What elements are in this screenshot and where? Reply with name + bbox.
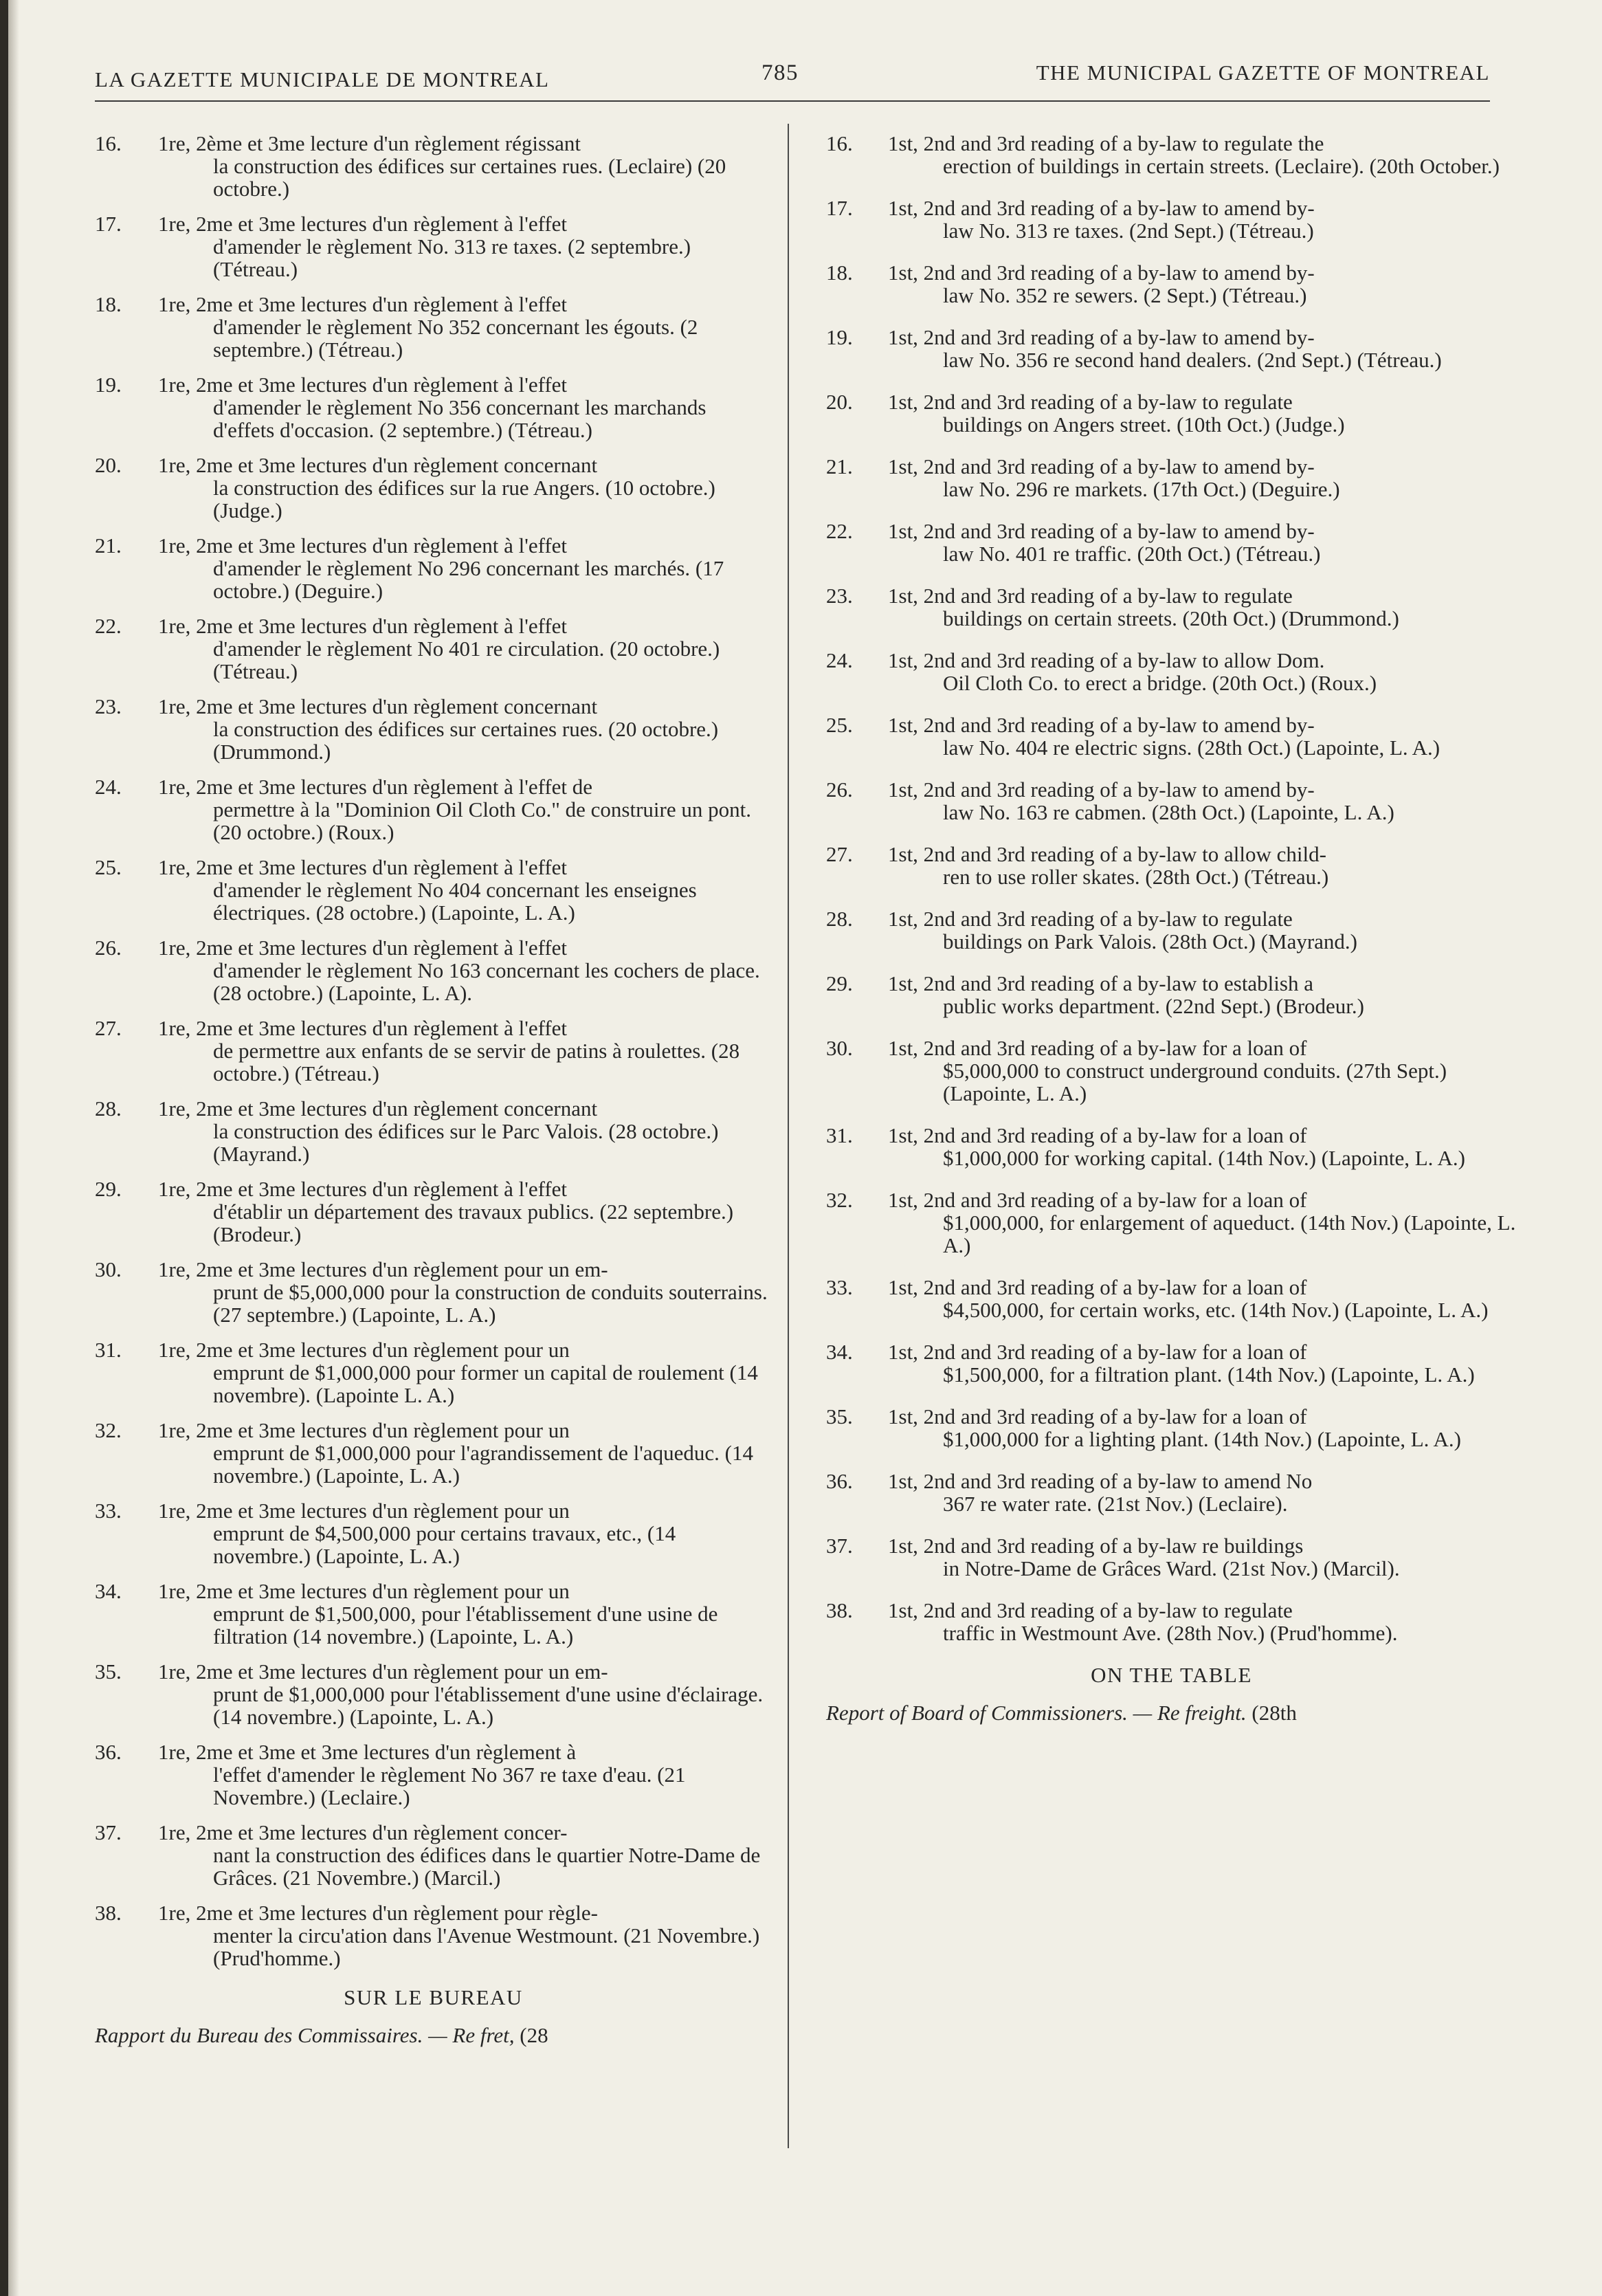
english-item-number: 25. [826,713,853,737]
header-title-french: LA GAZETTE MUNICIPALE DE MONTREAL [95,67,550,91]
english-item-text: law No. 404 re electric signs. (28th Oct.) (Lapointe, L. A.) [943,736,1440,760]
french-list-item [95,1499,772,1567]
english-list-item [826,1470,1517,1515]
english-item-number: 27. [826,842,853,866]
english-item-number: 20. [826,390,853,414]
french-list-item [95,856,772,924]
english-report-text: Report of Board of Commissioners. — Re freight. [826,1701,1247,1725]
french-item-number: 35. [95,1659,122,1684]
french-item-text: prunt de $1,000,000 pour l'établissement d'une usine d'éclairage. (14 novembre.) (Lapointe, L. A.) [213,1682,764,1729]
french-item-lead-line: 1re, 2ème et 3me lecture d'un règlement régissant [158,131,581,155]
english-item-text: $1,500,000, for a filtration plant. (14th Nov.) (Lapointe, L. A.) [943,1362,1475,1387]
french-item-number: 26. [95,936,122,960]
english-item-lead-line: 1st, 2nd and 3rd reading of a by-law for a loan of [888,1275,1307,1299]
english-item-lead-line: 1st, 2nd and 3rd reading of a by-law to amend by- [888,325,1315,349]
french-item-number: 29. [95,1177,122,1201]
english-report-line [826,1701,1517,1724]
header-rule [95,100,1490,102]
french-item-text: d'amender le règlement No 356 concernant les marchands d'effets d'occasion. (2 septembre.) (Tétreau.) [213,395,707,442]
english-item-lead-line: 1st, 2nd and 3rd reading of a by-law to regulate [888,907,1293,931]
french-item-lead-line: 1re, 2me et 3me lectures d'un règlement concernant [158,453,598,477]
english-list-item [826,326,1517,371]
english-list-item [826,455,1517,500]
english-list-item [826,1599,1517,1644]
english-item-text: law No. 401 re traffic. (20th Oct.) (Tétreau.) [943,542,1321,566]
french-item-number: 19. [95,373,122,397]
french-list-item [95,1419,772,1487]
english-item-lead-line: 1st, 2nd and 3rd reading of a by-law to allow Dom. [888,648,1325,672]
english-item-number: 32. [826,1188,853,1212]
french-list-item [95,1821,772,1889]
english-list-item [826,1124,1517,1169]
french-item-text: l'effet d'amender le règlement No 367 re taxe d'eau. (21 Novembre.) (Leclaire.) [213,1763,686,1809]
english-item-number: 36. [826,1469,853,1493]
french-list-item [95,212,772,280]
french-list-item [95,132,772,200]
english-item-lead-line: 1st, 2nd and 3rd reading of a by-law re buildings [888,1534,1304,1558]
english-item-text: $1,000,000 for working capital. (14th Nov.) (Lapointe, L. A.) [943,1146,1465,1170]
french-item-lead-line: 1re, 2me et 3me lectures d'un règlement à l'effet [158,533,568,558]
french-item-text: la construction des édifices sur la rue Angers. (10 octobre.) (Judge.) [213,476,715,522]
english-list-item [826,1534,1517,1580]
french-item-number: 22. [95,614,122,638]
english-item-lead-line: 1st, 2nd and 3rd reading of a by-law to amend by- [888,777,1315,802]
english-item-number: 24. [826,648,853,672]
english-item-number: 29. [826,971,853,995]
english-list-item [826,714,1517,759]
french-item-text: la construction des édifices sur certaines rues. (20 octobre.) (Drummond.) [213,717,719,764]
french-item-lead-line: 1re, 2me et 3me lectures d'un règlement à l'effet [158,936,568,960]
english-item-text: $1,000,000, for enlargement of aqueduct. (14th Nov.) (Lapointe, L. A.) [943,1211,1516,1257]
english-item-number: 34. [826,1340,853,1364]
english-list-item [826,907,1517,953]
header-title-english: THE MUNICIPAL GAZETTE OF MONTREAL [1036,60,1490,85]
english-list-item [826,390,1517,436]
english-item-lead-line: 1st, 2nd and 3rd reading of a by-law to amend No [888,1469,1313,1493]
french-item-text: de permettre aux enfants de se servir de patins à roulettes. (28 octobre.) (Tétreau.) [213,1039,740,1085]
english-item-lead-line: 1st, 2nd and 3rd reading of a by-law to regulate [888,390,1293,414]
french-item-text: d'amender le règlement No 352 concernant les égouts. (2 septembre.) (Tétreau.) [213,315,698,362]
english-item-text: Oil Cloth Co. to erect a bridge. (20th Oct.) (Roux.) [943,671,1377,695]
french-item-text: d'amender le règlement No 404 concernant les enseignes électriques. (28 octobre.) (Lapointe, L. A.) [213,878,697,925]
french-list-item [95,1178,772,1246]
french-column [95,132,772,2046]
english-item-list [826,132,1517,1644]
french-report-line [95,2024,772,2046]
english-item-number: 18. [826,261,853,285]
french-item-number: 24. [95,775,122,799]
french-list-item [95,293,772,361]
english-item-text: law No. 313 re taxes. (2nd Sept.) (Tétreau.) [943,219,1314,243]
english-list-item [826,1405,1517,1450]
french-report-text: Rapport du Bureau des Commissaires. — Re fret, [95,2023,515,2047]
english-item-number: 26. [826,777,853,802]
french-item-number: 36. [95,1740,122,1764]
english-list-item [826,1037,1517,1105]
french-item-text: permettre à la "Dominion Oil Cloth Co." de construire un pont. (20 octobre.) (Roux.) [213,797,751,844]
french-item-lead-line: 1re, 2me et 3me lectures d'un règlement pour un [158,1499,570,1523]
english-item-text: law No. 163 re cabmen. (28th Oct.) (Lapointe, L. A.) [943,800,1394,824]
french-item-number: 38. [95,1901,122,1925]
english-list-item [826,520,1517,565]
english-item-text: law No. 296 re markets. (17th Oct.) (Deguire.) [943,477,1340,501]
french-item-number: 33. [95,1499,122,1523]
french-item-lead-line: 1re, 2me et 3me lectures d'un règlement concernant [158,694,598,718]
french-item-lead-line: 1re, 2me et 3me lectures d'un règlement à l'effet [158,292,568,316]
french-list-item [95,1258,772,1326]
english-item-text: law No. 352 re sewers. (2 Sept.) (Tétreau.) [943,283,1307,307]
english-item-text: 367 re water rate. (21st Nov.) (Leclaire). [943,1492,1288,1516]
french-list-item [95,1017,772,1085]
french-item-text: la construction des édifices sur le Parc Valois. (28 octobre.) (Mayrand.) [213,1119,719,1166]
english-column [826,132,1517,1724]
french-item-lead-line: 1re, 2me et 3me lectures d'un règlement pour un em- [158,1257,608,1281]
page-binding-shadow [8,0,19,2296]
french-item-number: 18. [95,292,122,316]
french-item-number: 34. [95,1579,122,1603]
english-item-text: ren to use roller skates. (28th Oct.) (Tétreau.) [943,865,1329,889]
french-list-item [95,454,772,522]
english-item-number: 19. [826,325,853,349]
english-section-title: ON THE TABLE [1091,1663,1252,1687]
french-item-list [95,132,772,1969]
french-item-number: 32. [95,1418,122,1442]
english-item-text: buildings on Park Valois. (28th Oct.) (Mayrand.) [943,929,1357,953]
english-item-number: 30. [826,1036,853,1060]
french-item-text: la construction des édifices sur certaines rues. (Leclaire) (20 octobre.) [213,154,726,201]
english-item-lead-line: 1st, 2nd and 3rd reading of a by-law to regulate [888,584,1293,608]
french-item-lead-line: 1re, 2me et 3me lectures d'un règlement à l'effet [158,212,568,236]
english-list-item [826,1276,1517,1321]
french-list-item [95,1660,772,1728]
french-report-date: (28 [520,2023,548,2047]
english-item-lead-line: 1st, 2nd and 3rd reading of a by-law to amend by- [888,454,1315,478]
french-item-lead-line: 1re, 2me et 3me lectures d'un règlement à l'effet [158,855,568,879]
french-item-text: emprunt de $1,000,000 pour former un capital de roulement (14 novembre). (Lapointe L. A.) [213,1360,758,1407]
english-item-lead-line: 1st, 2nd and 3rd reading of a by-law for a loan of [888,1123,1307,1147]
english-item-number: 31. [826,1123,853,1147]
english-list-item [826,843,1517,888]
french-item-lead-line: 1re, 2me et 3me lectures d'un règlement pour un [158,1418,570,1442]
english-item-number: 37. [826,1534,853,1558]
french-item-lead-line: 1re, 2me et 3me lectures d'un règlement à l'effet [158,1177,568,1201]
english-item-number: 28. [826,907,853,931]
french-item-number: 23. [95,694,122,718]
english-item-text: $1,000,000 for a lighting plant. (14th Nov.) (Lapointe, L. A.) [943,1427,1461,1451]
french-item-lead-line: 1re, 2me et 3me lectures d'un règlement concer- [158,1820,568,1844]
english-item-lead-line: 1st, 2nd and 3rd reading of a by-law for a loan of [888,1404,1307,1428]
french-list-item [95,1580,772,1648]
english-item-lead-line: 1st, 2nd and 3rd reading of a by-law to amend by- [888,713,1315,737]
english-item-lead-line: 1st, 2nd and 3rd reading of a by-law to regulate the [888,131,1324,155]
english-list-item [826,649,1517,694]
french-item-number: 30. [95,1257,122,1281]
english-list-item [826,972,1517,1017]
french-item-number: 25. [95,855,122,879]
french-item-text: d'amender le règlement No. 313 re taxes. (2 septembre.) (Tétreau.) [213,234,691,281]
english-item-number: 16. [826,131,853,155]
french-list-item [95,1901,772,1969]
english-list-item [826,261,1517,307]
english-item-number: 23. [826,584,853,608]
french-item-number: 27. [95,1016,122,1040]
french-item-text: nant la construction des édifices dans le quartier Notre-Dame de Grâces. (21 Novembre.) (Marcil.) [213,1843,761,1890]
english-item-number: 38. [826,1598,853,1622]
english-item-number: 17. [826,196,853,220]
english-list-item [826,584,1517,630]
french-item-lead-line: 1re, 2me et 3me et 3me lectures d'un règlement à [158,1740,577,1764]
english-item-text: $5,000,000 to construct underground conduits. (27th Sept.) (Lapointe, L. A.) [943,1059,1447,1105]
french-item-text: prunt de $5,000,000 pour la construction de conduits souterrains. (27 septembre.) (Lapointe, L. A.) [213,1280,768,1327]
english-item-text: $4,500,000, for certain works, etc. (14th Nov.) (Lapointe, L. A.) [943,1298,1489,1322]
english-list-item [826,132,1517,177]
french-item-text: emprunt de $4,500,000 pour certains travaux, etc., (14 novembre.) (Lapointe, L. A.) [213,1521,676,1568]
french-item-number: 31. [95,1338,122,1362]
french-list-item [95,373,772,441]
french-list-item [95,1338,772,1406]
english-list-item [826,778,1517,824]
english-item-lead-line: 1st, 2nd and 3rd reading of a by-law to amend by- [888,519,1315,543]
french-section-title: SUR LE BUREAU [344,1985,523,2009]
french-item-lead-line: 1re, 2me et 3me lectures d'un règlement à l'effet [158,373,568,397]
french-item-number: 21. [95,533,122,558]
english-item-text: in Notre-Dame de Grâces Ward. (21st Nov.) (Marcil). [943,1556,1400,1580]
english-item-lead-line: 1st, 2nd and 3rd reading of a by-law to regulate [888,1598,1293,1622]
french-list-item [95,695,772,763]
french-list-item [95,1741,772,1809]
english-item-lead-line: 1st, 2nd and 3rd reading of a by-law to establish a [888,971,1313,995]
page-number: 785 [761,60,799,85]
french-item-number: 37. [95,1820,122,1844]
english-item-number: 35. [826,1404,853,1428]
english-item-text: law No. 356 re second hand dealers. (2nd Sept.) (Tétreau.) [943,348,1442,372]
english-list-item [826,1189,1517,1257]
french-item-text: d'établir un département des travaux publics. (22 septembre.) (Brodeur.) [213,1200,734,1246]
english-item-lead-line: 1st, 2nd and 3rd reading of a by-law to allow child- [888,842,1326,866]
english-item-lead-line: 1st, 2nd and 3rd reading of a by-law for a loan of [888,1188,1307,1212]
english-list-item [826,197,1517,242]
french-item-text: emprunt de $1,000,000 pour l'agrandissement de l'aqueduc. (14 novembre.) (Lapointe, L. A.) [213,1441,753,1488]
english-item-lead-line: 1st, 2nd and 3rd reading of a by-law for a loan of [888,1036,1307,1060]
french-item-number: 20. [95,453,122,477]
english-item-text: traffic in Westmount Ave. (28th Nov.) (Prud'homme). [943,1621,1398,1645]
french-item-lead-line: 1re, 2me et 3me lectures d'un règlement pour un [158,1579,570,1603]
english-item-text: buildings on certain streets. (20th Oct.) (Drummond.) [943,606,1399,630]
english-item-number: 33. [826,1275,853,1299]
french-item-number: 16. [95,131,122,155]
french-item-lead-line: 1re, 2me et 3me lectures d'un règlement pour un [158,1338,570,1362]
french-item-lead-line: 1re, 2me et 3me lectures d'un règlement à l'effet [158,614,568,638]
french-item-lead-line: 1re, 2me et 3me lectures d'un règlement concernant [158,1096,598,1121]
english-item-text: public works department. (22nd Sept.) (Brodeur.) [943,994,1364,1018]
running-header [95,60,1490,99]
french-item-text: d'amender le règlement No 163 concernant les cochers de place. (28 octobre.) (Lapointe, L. A). [213,958,760,1005]
english-list-item [826,1340,1517,1386]
english-report-date: (28th [1251,1701,1297,1725]
french-item-text: d'amender le règlement No 401 re circulation. (20 octobre.) (Tétreau.) [213,637,720,683]
french-item-lead-line: 1re, 2me et 3me lectures d'un règlement pour règle- [158,1901,598,1925]
english-item-lead-line: 1st, 2nd and 3rd reading of a by-law to amend by- [888,261,1315,285]
english-item-lead-line: 1st, 2nd and 3rd reading of a by-law for a loan of [888,1340,1307,1364]
french-item-number: 28. [95,1096,122,1121]
french-item-lead-line: 1re, 2me et 3me lectures d'un règlement à l'effet de [158,775,593,799]
column-divider [788,124,789,2148]
french-item-text: emprunt de $1,500,000, pour l'établissement d'une usine de filtration (14 novembre.) (Lapointe, L. A.) [213,1602,718,1648]
english-item-number: 21. [826,454,853,478]
english-item-text: buildings on Angers street. (10th Oct.) (Judge.) [943,412,1345,437]
french-item-text: d'amender le règlement No 296 concernant les marchés. (17 octobre.) (Deguire.) [213,556,724,603]
french-list-item [95,615,772,683]
french-item-lead-line: 1re, 2me et 3me lectures d'un règlement pour un em- [158,1659,608,1684]
english-item-number: 22. [826,519,853,543]
french-item-text: menter la circu'ation dans l'Avenue Westmount. (21 Novembre.) (Prud'homme.) [213,1923,760,1970]
english-item-text: erection of buildings in certain streets. (Leclaire). (20th October.) [943,154,1500,178]
french-list-item [95,936,772,1004]
french-item-lead-line: 1re, 2me et 3me lectures d'un règlement à l'effet [158,1016,568,1040]
french-list-item [95,1097,772,1165]
english-item-lead-line: 1st, 2nd and 3rd reading of a by-law to amend by- [888,196,1315,220]
french-list-item [95,775,772,843]
page-binding-edge [0,0,8,2296]
french-list-item [95,534,772,602]
french-item-number: 17. [95,212,122,236]
